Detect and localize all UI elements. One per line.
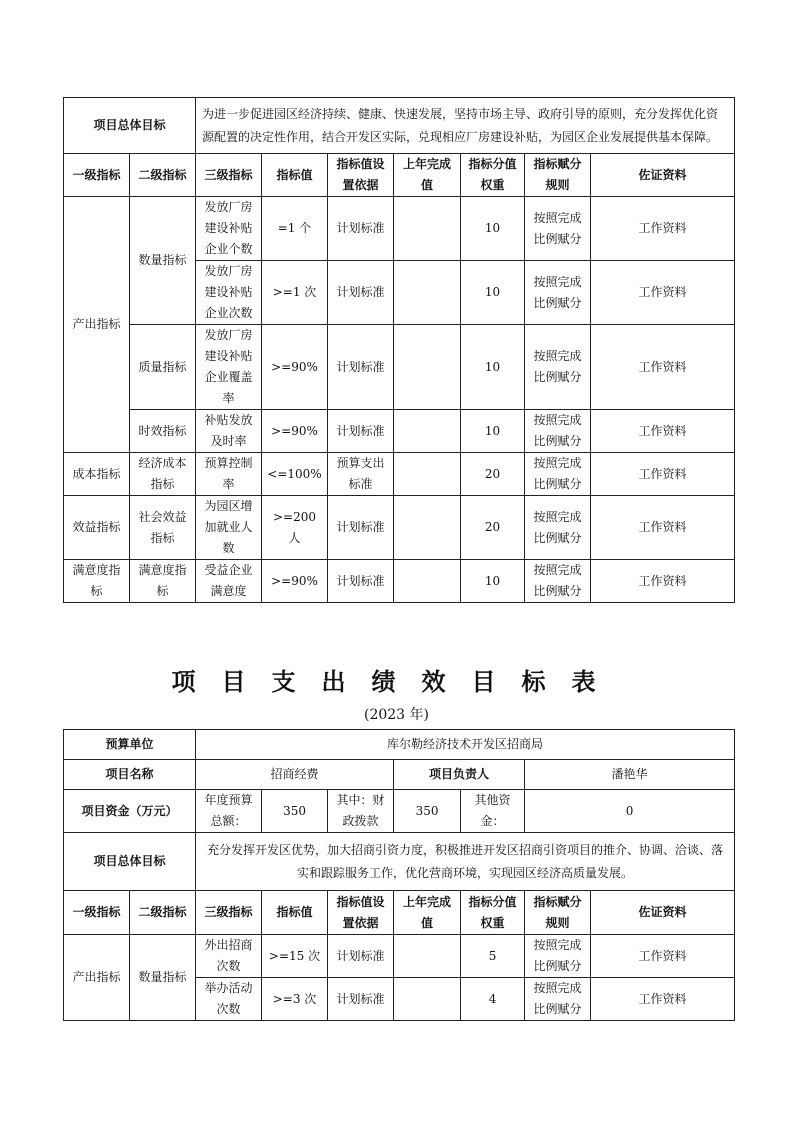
owner-value: 潘艳华 — [525, 760, 735, 790]
basis-cell: 计划标准 — [328, 197, 394, 261]
basis-cell: 计划标准 — [328, 496, 394, 560]
rule-cell: 按照完成比例赋分 — [525, 453, 591, 496]
l2-cell: 经济成本指标 — [130, 453, 196, 496]
evidence-cell: 工作资料 — [591, 560, 735, 603]
prev-cell — [394, 978, 461, 1021]
value-cell: >=1 次 — [262, 261, 328, 325]
basis-cell: 计划标准 — [328, 978, 394, 1021]
value-cell: >=90% — [262, 410, 328, 453]
l3-cell: 外出招商次数 — [196, 935, 262, 978]
project-name-label: 项目名称 — [64, 760, 196, 790]
prev-cell — [394, 935, 461, 978]
l1-cell: 效益指标 — [64, 496, 130, 560]
basis-cell: 预算支出标准 — [328, 453, 394, 496]
header-rule: 指标赋分规则 — [525, 154, 591, 197]
goal-label: 项目总体目标 — [64, 98, 196, 154]
table-row — [64, 496, 735, 560]
weight-cell: 10 — [461, 410, 525, 453]
rule-cell: 按照完成比例赋分 — [525, 261, 591, 325]
evidence-cell: 工作资料 — [591, 496, 735, 560]
rule-cell: 按照完成比例赋分 — [525, 935, 591, 978]
header-row — [64, 154, 735, 197]
header-prev: 上年完成值 — [394, 154, 461, 197]
header-l2: 二级指标 — [130, 891, 196, 935]
rule-cell: 按照完成比例赋分 — [525, 560, 591, 603]
header-value: 指标值 — [262, 891, 328, 935]
l3-cell: 举办活动次数 — [196, 978, 262, 1021]
weight-cell: 10 — [461, 560, 525, 603]
l3-cell: 预算控制率 — [196, 453, 262, 496]
table-row — [64, 560, 735, 603]
page-title: 项目支出绩效目标表 — [171, 668, 622, 696]
header-l3: 三级指标 — [196, 154, 262, 197]
basis-cell: 计划标准 — [328, 935, 394, 978]
l2-cell: 社会效益指标 — [130, 496, 196, 560]
l2-cell: 质量指标 — [130, 325, 196, 410]
header-l3: 三级指标 — [196, 891, 262, 935]
header-weight: 指标分值权重 — [461, 891, 525, 935]
owner-label: 项目负责人 — [394, 760, 525, 790]
prev-cell — [394, 496, 461, 560]
fiscal-label: 其中：财政拨款 — [328, 790, 394, 833]
rule-cell: 按照完成比例赋分 — [525, 197, 591, 261]
basis-cell: 计划标准 — [328, 325, 394, 410]
prev-cell — [394, 453, 461, 496]
performance-table-2 — [63, 729, 735, 1021]
annual-budget-label: 年度预算总额： — [196, 790, 262, 833]
value-cell: >=200 人 — [262, 496, 328, 560]
evidence-cell: 工作资料 — [591, 978, 735, 1021]
table-row — [64, 935, 735, 978]
performance-table-1 — [63, 97, 735, 603]
rule-cell: 按照完成比例赋分 — [525, 496, 591, 560]
value-cell: >=15 次 — [262, 935, 328, 978]
header-prev: 上年完成值 — [394, 891, 461, 935]
evidence-cell: 工作资料 — [591, 453, 735, 496]
l3-cell: 补贴发放及时率 — [196, 410, 262, 453]
evidence-cell: 工作资料 — [591, 261, 735, 325]
weight-cell: 20 — [461, 496, 525, 560]
prev-cell — [394, 560, 461, 603]
goal-text: 充分发挥开发区优势，加大招商引资力度，积极推进开发区招商引资项目的推介、协调、洽谈、落实和跟踪服务工作，优化营商环境，实现园区经济高质量发展。 — [196, 833, 735, 891]
weight-cell: 10 — [461, 197, 525, 261]
weight-cell: 10 — [461, 325, 525, 410]
prev-cell — [394, 261, 461, 325]
basis-cell: 计划标准 — [328, 261, 394, 325]
l3-cell: 发放厂房建设补贴企业次数 — [196, 261, 262, 325]
table-row — [64, 453, 735, 496]
l1-cell: 产出指标 — [64, 197, 130, 453]
header-row — [64, 891, 735, 935]
goal-label: 项目总体目标 — [64, 833, 196, 891]
value-cell: >=3 次 — [262, 978, 328, 1021]
basis-cell: 计划标准 — [328, 560, 394, 603]
year-label: (2023 年) — [363, 707, 429, 723]
header-l1: 一级指标 — [64, 154, 130, 197]
fiscal-value: 350 — [394, 790, 461, 833]
l1-cell: 满意度指标 — [64, 560, 130, 603]
value-cell: <=100% — [262, 453, 328, 496]
evidence-cell: 工作资料 — [591, 325, 735, 410]
project-name-value: 招商经费 — [196, 760, 394, 790]
table-row — [64, 410, 735, 453]
l3-cell: 发放厂房建设补贴企业个数 — [196, 197, 262, 261]
l1-cell: 产出指标 — [64, 935, 130, 1021]
header-evidence: 佐证资料 — [591, 154, 735, 197]
l1-cell: 成本指标 — [64, 453, 130, 496]
l3-cell: 发放厂房建设补贴企业覆盖率 — [196, 325, 262, 410]
weight-cell: 20 — [461, 453, 525, 496]
l2-cell: 满意度指标 — [130, 560, 196, 603]
goal-text: 为进一步促进园区经济持续、健康、快速发展，坚持市场主导、政府引导的原则，充分发挥优化资源配置的决定性作用，结合开发区实际，兑现相应厂房建设补贴，为园区企业发展提供基本保障。 — [196, 98, 735, 154]
prev-cell — [394, 197, 461, 261]
rule-cell: 按照完成比例赋分 — [525, 978, 591, 1021]
header-evidence: 佐证资料 — [591, 891, 735, 935]
evidence-cell: 工作资料 — [591, 410, 735, 453]
value-cell: >=90% — [262, 325, 328, 410]
evidence-cell: 工作资料 — [591, 935, 735, 978]
table-row — [64, 197, 735, 261]
l3-cell: 为园区增加就业人数 — [196, 496, 262, 560]
value-cell: =1 个 — [262, 197, 328, 261]
l2-cell: 数量指标 — [130, 935, 196, 1021]
header-l1: 一级指标 — [64, 891, 130, 935]
unit-value: 库尔勒经济技术开发区招商局 — [196, 730, 735, 760]
rule-cell: 按照完成比例赋分 — [525, 325, 591, 410]
weight-cell: 4 — [461, 978, 525, 1021]
header-weight: 指标分值权重 — [461, 154, 525, 197]
header-rule: 指标赋分规则 — [525, 891, 591, 935]
other-fund-value: 0 — [525, 790, 735, 833]
weight-cell: 10 — [461, 261, 525, 325]
fund-label: 项目资金（万元） — [64, 790, 196, 833]
header-value: 指标值 — [262, 154, 328, 197]
prev-cell — [394, 410, 461, 453]
value-cell: >=90% — [262, 560, 328, 603]
weight-cell: 5 — [461, 935, 525, 978]
annual-budget-value: 350 — [262, 790, 328, 833]
header-basis: 指标值设置依据 — [328, 154, 394, 197]
header-l2: 二级指标 — [130, 154, 196, 197]
basis-cell: 计划标准 — [328, 410, 394, 453]
evidence-cell: 工作资料 — [591, 197, 735, 261]
l2-cell: 时效指标 — [130, 410, 196, 453]
table-row — [64, 325, 735, 410]
header-basis: 指标值设置依据 — [328, 891, 394, 935]
prev-cell — [394, 325, 461, 410]
l3-cell: 受益企业满意度 — [196, 560, 262, 603]
other-fund-label: 其他资金： — [461, 790, 525, 833]
l2-cell: 数量指标 — [130, 197, 196, 325]
unit-label: 预算单位 — [64, 730, 196, 760]
rule-cell: 按照完成比例赋分 — [525, 410, 591, 453]
